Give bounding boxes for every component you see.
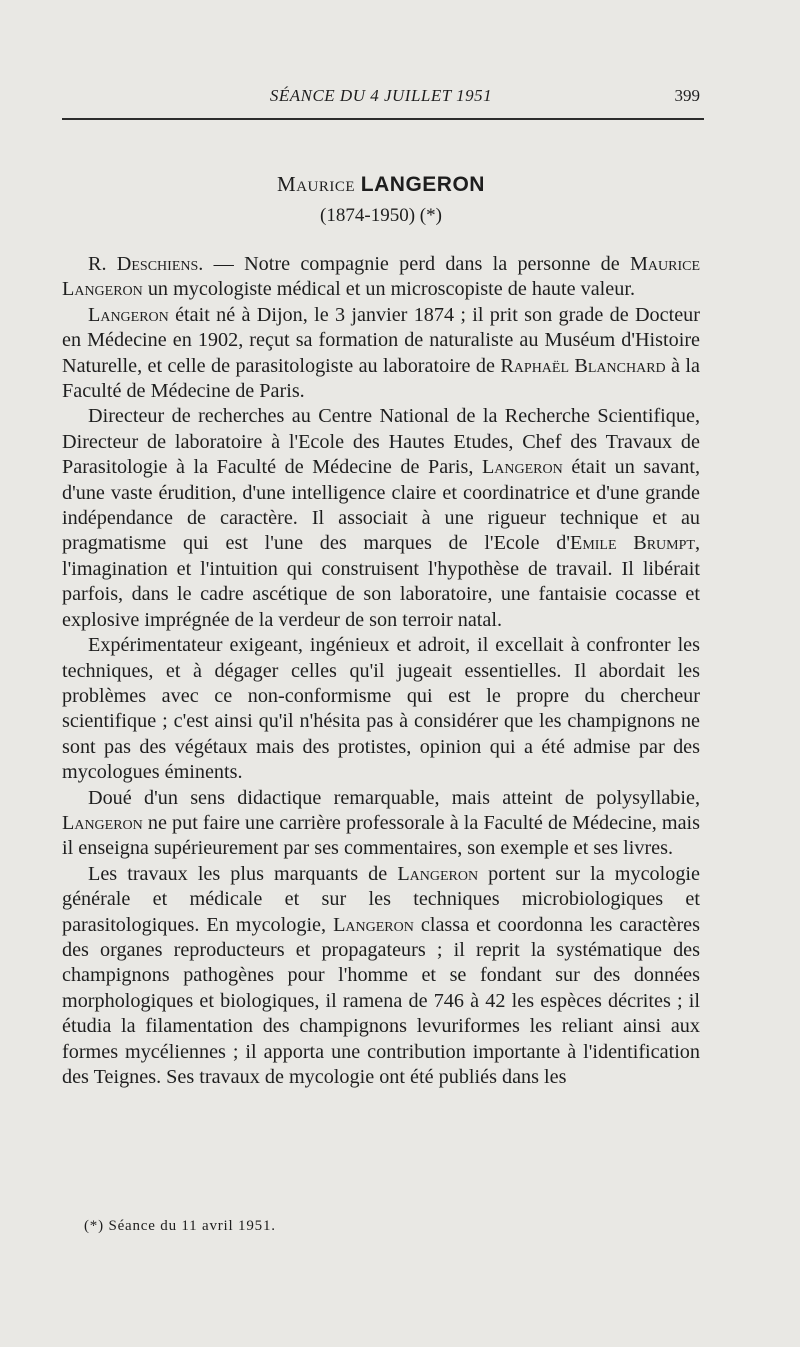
- person-name: Langeron: [88, 303, 169, 326]
- obituary-surname: LANGERON: [360, 173, 485, 196]
- paragraph-text: Directeur de recherches au Centre National de la Recherche Scientifique, Directeur de laboratoire à l'Ecole des Hautes Etudes, Chef des Travaux de Parasitologie à la Faculté de Médecine de Paris,: [62, 405, 700, 479]
- paragraph-text: était né à Dijon, le 3 janvier 1874 ; il prit son grade de Docteur en Médecine en 1902, reçut sa formation de naturaliste au Muséum d'Histoire Naturelle, et celle de parasitologiste au laboratoire de: [62, 303, 700, 377]
- paragraph-3: [62, 404, 700, 633]
- paragraph-text: — Notre compagnie perd dans la personne de: [203, 253, 630, 275]
- paragraph-2: [62, 303, 700, 405]
- paragraph-text: Les travaux les plus marquants de: [88, 862, 398, 885]
- footnote: (*) Séance du 11 avril 1951.: [84, 1218, 276, 1234]
- person-name: Emile Brumpt: [569, 532, 695, 555]
- page-number: 399: [674, 86, 700, 105]
- paragraph-6: [62, 862, 700, 1091]
- obituary-heading: [62, 172, 700, 227]
- article-body: [62, 252, 700, 1090]
- paragraph-text: classa et coordonna les caractères des organes reproducteurs et propagateurs ; il reprit la systématique des champignons pathogènes pour l'homme et se fondant sur des données morphologiques et biologiques, il ramena de 746 à 42 les espèces décrites ; il étudia la filamentation des champignons levuriformes les reliant ainsi aux formes mycéliennes ; il apporta une contribution importante à l'identification des Teignes. Ses travaux de mycologie ont été publiés dans les: [62, 913, 700, 1088]
- author-name: R. Deschiens.: [88, 253, 204, 275]
- paragraph-text: , l'imagination et l'intuition qui construisent l'hypothèse de travail. Il libérait parfois, dans le cadre ascétique de son laboratoire, une fantaisie cocasse et explosive imprégnée de la verdeur de son terroir natal.: [62, 532, 701, 631]
- paragraph-text: ne put faire une carrière professorale à la Faculté de Médecine, mais il enseigna supérieurement par ses commentaires, son exemple et ses livres.: [62, 811, 700, 860]
- obituary-first-name: Maurice: [277, 172, 356, 196]
- paragraph-text: à la Faculté de Médecine de Paris.: [62, 354, 700, 403]
- paragraph-5: [62, 786, 700, 862]
- paragraph-1: [62, 252, 700, 303]
- paragraph-text: un mycologiste médical et un microscopiste de haute valeur.: [142, 278, 635, 301]
- obituary-name: [62, 172, 700, 197]
- person-name: Langeron: [62, 811, 143, 834]
- paragraph-text: portent sur la mycologie générale et médicale et sur les techniques microbiologiques et parasitologiques. En mycologie,: [62, 862, 701, 936]
- person-name: Raphaël Blanchard: [500, 354, 666, 377]
- person-name: Langeron: [397, 862, 479, 885]
- person-name: Langeron: [333, 913, 414, 936]
- running-title: SÉANCE DU 4 JUILLET 1951: [269, 86, 493, 105]
- person-name: Langeron: [481, 456, 563, 479]
- paragraph-text: était un savant, d'une vaste érudition, d'une intelligence claire et coordinatrice et d'une grande indépendance de caractère. Il associait à une rigueur technique et au pragmatisme qui est l'une des marques de l'Ecole d': [62, 456, 700, 555]
- header-rule: [62, 118, 704, 120]
- running-head: [62, 86, 700, 110]
- paragraph-text: Doué d'un sens didactique remarquable, mais atteint de polysyllabie,: [88, 786, 700, 809]
- person-name: Maurice Langeron: [62, 253, 700, 301]
- paragraph-4: Expérimentateur exigeant, ingénieux et adroit, il excellait à confronter les techniques, et à dégager celles qu'il jugeait essentielles. Il abordait les problèmes avec ce non-conformisme qui est le propre du chercheur scientifique ; c'est ainsi qu'il n'hésita pas à considérer que les champignons ne sont pas des végétaux mais des protistes, opinion qui a été admise par des mycologues éminents.: [62, 634, 700, 784]
- obituary-dates: (1874-1950) (*): [320, 205, 442, 226]
